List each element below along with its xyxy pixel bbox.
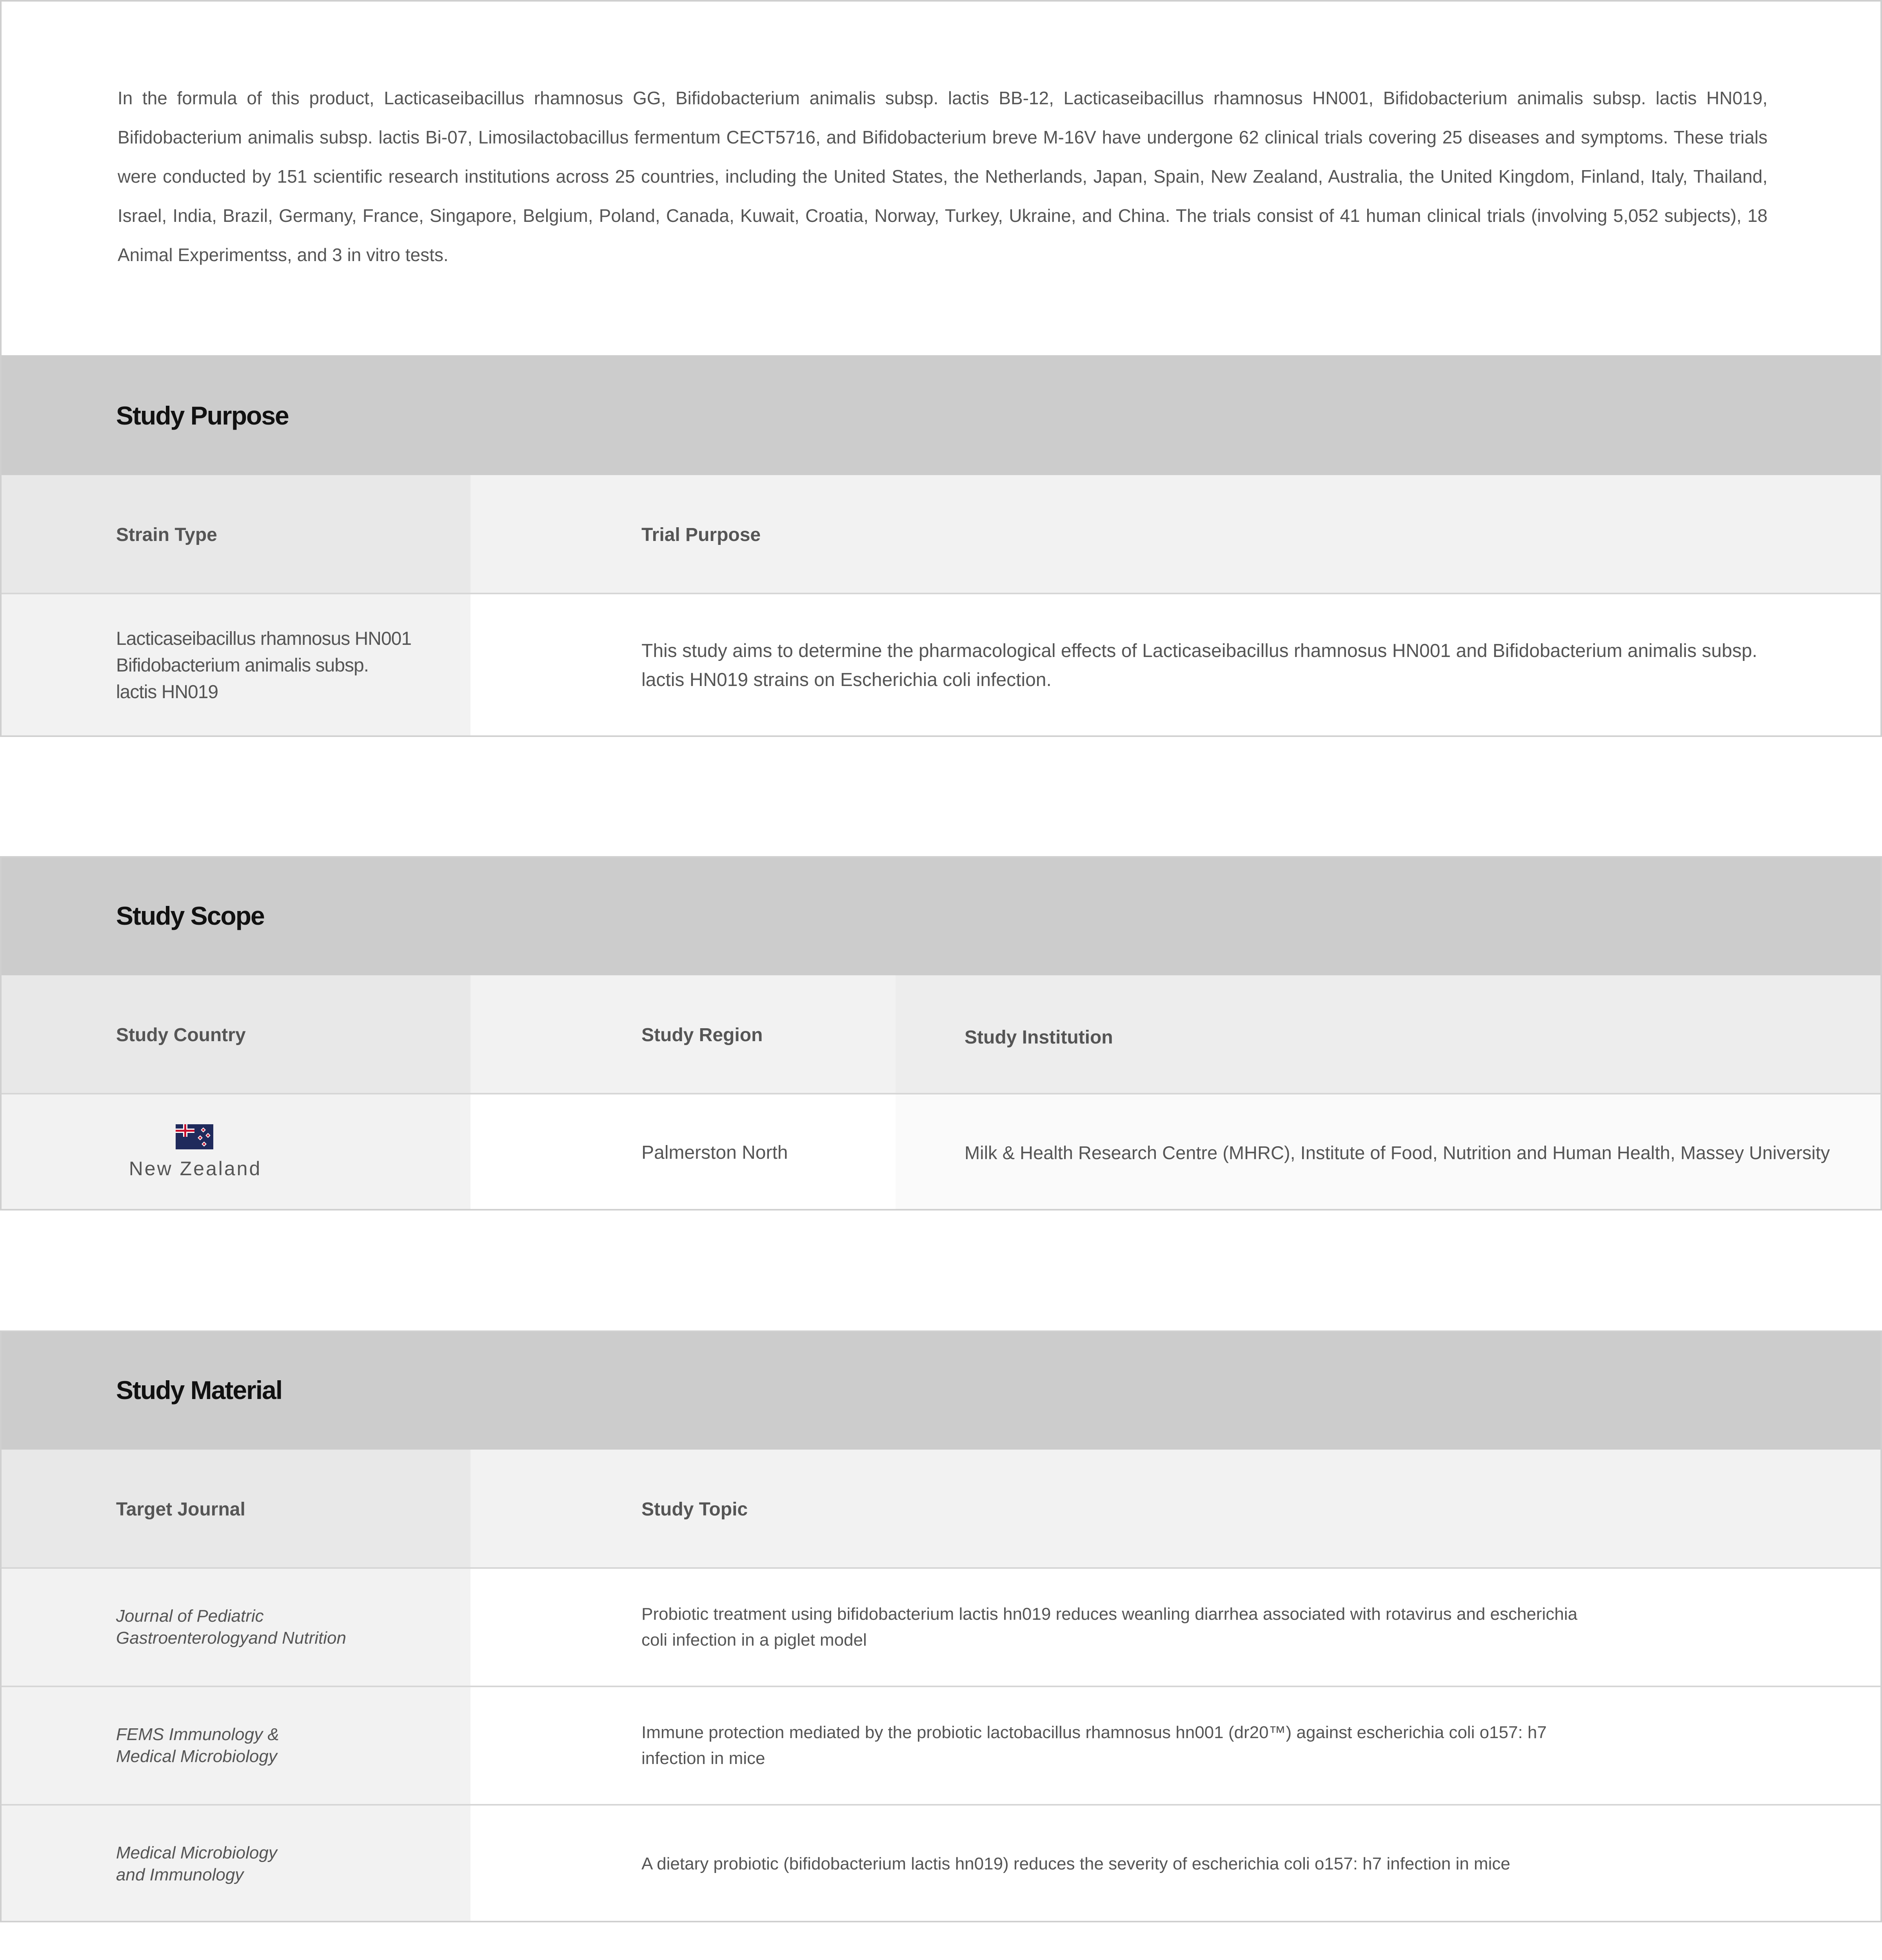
column-header: Strain Type: [116, 524, 217, 545]
journal-line: Medical Microbiology: [116, 1843, 277, 1862]
strain-line: Lacticaseibacillus rhamnosus HN001: [116, 628, 412, 649]
column-header: Study Region: [641, 1024, 763, 1045]
country-label: New Zealand: [129, 1158, 262, 1180]
material-table-border: [0, 1330, 1882, 1922]
topic-line: Immune protection mediated by the probiotic lactobacillus rhamnosus hn001 (dr20™) against escherichia coli o157: h7: [641, 1723, 1547, 1742]
scope-table-border: [0, 856, 1882, 1210]
intro-paragraph: In the formula of this product, Lacticaseibacillus rhamnosus GG, Bifidobacterium animalis subsp. lactis BB-12, Lacticaseibacillus rhamnosus HN001, Bifidobacterium animalis subsp. lactis HN019, Bifidobacterium animalis subsp. lactis Bi-07, Limosilactobacillus fermentum CECT5716, and Bifidobacterium breve M-16V have undergone 62 clinical trials covering 25 diseases and symptoms. These trials were conducted by 151 scientific research institutions across 25 countries, including the United States, the Netherlands, Japan, Spain, New Zealand, Australia, the United Kingdom, Finland, Italy, Thailand, Israel, India, Brazil, Germany, France, Singapore, Belgium, Poland, Canada, Kuwait, Croatia, Norway, Turkey, Ukraine, and China. The trials consist of 41 human clinical trials (involving 5,052 subjects), 18 Animal Experimentss, and 3 in vitro tests.: [118, 88, 1768, 265]
column-header: Study Institution: [965, 1027, 1113, 1048]
section-title: Study Purpose: [116, 401, 289, 430]
topic-line: A dietary probiotic (bifidobacterium lactis hn019) reduces the severity of escherichia coli o157: h7 infection in mice: [641, 1854, 1510, 1873]
purpose-line: lactis HN019 strains on Escherichia coli infection.: [641, 670, 1052, 690]
column-header: Trial Purpose: [641, 524, 761, 545]
topic-line: infection in mice: [641, 1749, 765, 1768]
institution-value: Milk & Health Research Centre (MHRC), Institute of Food, Nutrition and Human Health, Massey University: [965, 1142, 1830, 1163]
purpose-table-border: [0, 356, 1882, 737]
journal-line: FEMS Immunology &: [116, 1725, 279, 1744]
intro-section: [0, 0, 1882, 357]
region-value: Palmerston North: [641, 1142, 788, 1163]
journal-line: and Immunology: [116, 1865, 244, 1884]
section-title: Study Material: [116, 1376, 282, 1405]
purpose-line: This study aims to determine the pharmacological effects of Lacticaseibacillus rhamnosus HN001 and Bifidobacterium animalis subsp.: [641, 641, 1757, 661]
journal-line: Journal of Pediatric: [116, 1606, 264, 1626]
column-header: Study Topic: [641, 1499, 748, 1520]
topic-line: Probiotic treatment using bifidobacterium lactis hn019 reduces weanling diarrhea associated with rotavirus and escherichia: [641, 1604, 1578, 1624]
journal-line: Gastroenterologyand Nutrition: [116, 1628, 346, 1648]
topic-line: coli infection in a piglet model: [641, 1630, 867, 1650]
column-header: Study Country: [116, 1024, 246, 1045]
section-title: Study Scope: [116, 901, 264, 930]
strain-line: Bifidobacterium animalis subsp.: [116, 655, 369, 676]
journal-line: Medical Microbiology: [116, 1747, 277, 1766]
column-header: Target Journal: [116, 1499, 245, 1520]
strain-line: lactis HN019: [116, 682, 218, 702]
